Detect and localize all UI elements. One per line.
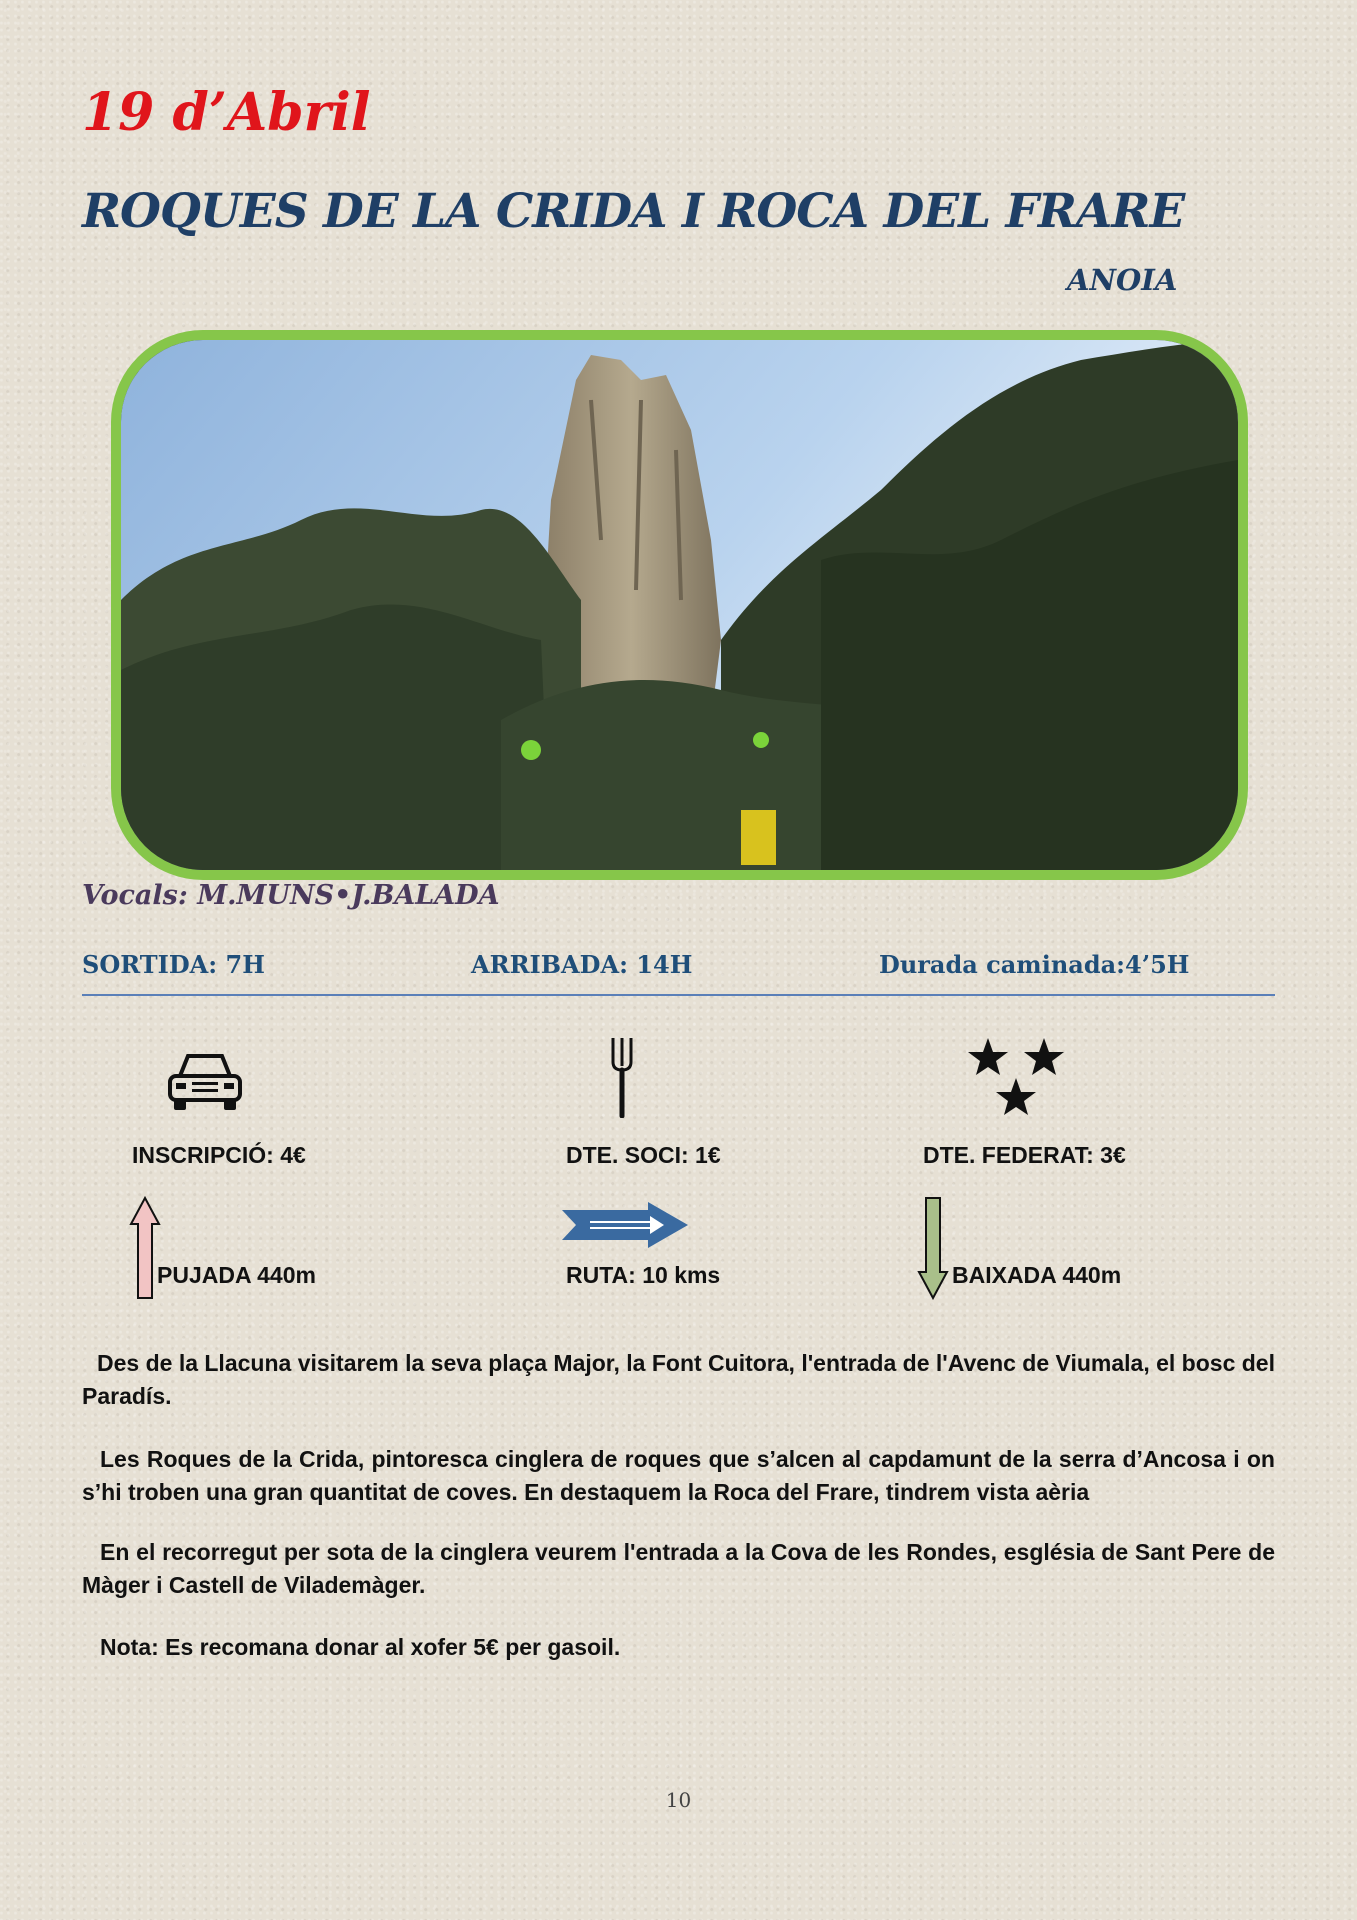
federated-discount: DTE. FEDERAT: 3€	[923, 1142, 1126, 1168]
guides-line: Vocals: M.MUNS•J.BALADA	[82, 880, 500, 911]
arrival-time: ARRIBADA: 14H	[471, 950, 693, 979]
fork-icon	[610, 1036, 634, 1118]
departure-time: SORTIDA: 7H	[82, 950, 265, 979]
registration-price: INSCRIPCIÓ: 4€	[132, 1142, 306, 1168]
paragraph-roques: Les Roques de la Crida, pintoresca cinglera de roques que s’alcen al capdamunt de la serra d’Ancosa i on s’hi troben una gran quantitat de coves. En destaquem la Roca del Frare, tindrem vista aèria	[82, 1446, 1275, 1505]
paragraph-note: Nota: Es recomana donar al xofer 5€ per gasoil.	[100, 1634, 621, 1660]
region-name: ANOIA	[1067, 263, 1178, 297]
member-discount: DTE. SOCI: 1€	[566, 1142, 721, 1168]
route-photo	[111, 330, 1248, 880]
paragraph-route: En el recorregut per sota de la cinglera veurem l'entrada a la Cova de les Rondes, església de Sant Pere de Màger i Castell de Vilademàger.	[82, 1539, 1275, 1598]
arrow-right-icon	[560, 1200, 690, 1250]
car-icon	[166, 1052, 244, 1114]
walk-duration: Durada caminada:4’5H	[879, 950, 1190, 979]
event-date: 19 d’Abril	[82, 82, 371, 143]
route-title: ROQUES DE LA CRIDA I ROCA DEL FRARE	[82, 184, 1185, 239]
distance-label: RUTA: 10 kms	[566, 1262, 721, 1288]
page-number: 10	[665, 1788, 692, 1812]
rock-landscape-image	[121, 340, 1238, 870]
stars-icon	[968, 1036, 1064, 1120]
ascent-label: PUJADA 440m	[157, 1262, 316, 1288]
arrow-down-icon	[917, 1196, 949, 1300]
divider	[82, 994, 1275, 996]
descent-label: BAIXADA 440m	[952, 1262, 1122, 1288]
paragraph-intro: Des de la Llacuna visitarem la seva plaça Major, la Font Cuitora, l'entrada de l'Avenc de Viumala, el bosc del Paradís.	[82, 1350, 1275, 1409]
